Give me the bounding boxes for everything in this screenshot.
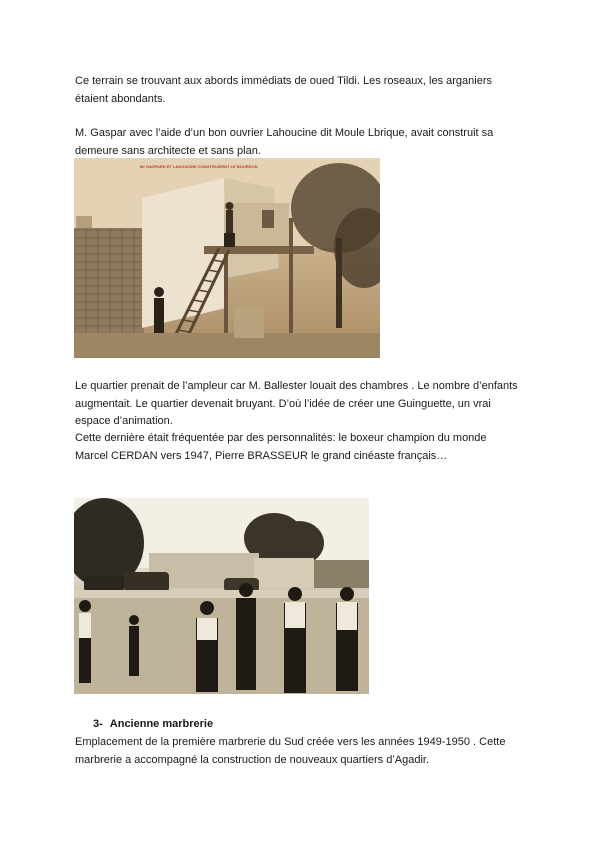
photo-petanque-group [74, 498, 369, 694]
text-line: M. Gaspar avec l’aide d’un bon ouvrier Lahoucine dit Moule Lbrique, avait construit sa [75, 127, 494, 139]
section-heading-marbrerie [93, 716, 213, 732]
section-title: Ancienne marbrerie [109, 718, 214, 730]
photo-petanque-illustration [74, 498, 369, 694]
paragraph-oued-tildi [75, 73, 537, 108]
paragraph-guinguette [75, 378, 537, 431]
text-line: demeure sans architecte et sans plan. [75, 144, 261, 157]
paragraph-gaspar-demeure [75, 125, 537, 160]
photo1-caption: Mr GASPARD ET LAHOUCINE CONSTRUISENT LE BOURDON [140, 164, 258, 169]
photo-construction-house [74, 158, 380, 358]
text-line: étaient abondants. [75, 92, 166, 105]
text-line: marbrerie a accompagné la construction de nouveaux quartiers d’Agadir. [75, 753, 430, 766]
text-line: Le quartier prenait de l’ampleur car M. Ballester louait des chambres . Le nombre d’enfants [75, 380, 518, 392]
paragraph-personnalites [75, 430, 537, 465]
photo-construction-illustration [74, 158, 380, 358]
text-line: augmentait. Le quartier devenait bruyant. D’où l’idée de créer une Guinguette, un vrai [75, 397, 491, 410]
text-line: espace d’animation. [75, 415, 173, 427]
text-line: Ce terrain se trouvant aux abords immédiats de oued Tildi. Les roseaux, les arganiers [75, 75, 492, 87]
text-line: Marcel CERDAN vers 1947, Pierre BRASSEUR le grand cinéaste français… [75, 449, 448, 462]
text-line: Emplacement de la première marbrerie du Sud créée vers les années 1949-1950 . Cette [75, 736, 506, 748]
section-number: 3- [93, 718, 103, 730]
text-line: Cette dernière était fréquentée par des personnalités: le boxeur champion du monde [75, 432, 487, 444]
paragraph-marbrerie [75, 734, 537, 769]
